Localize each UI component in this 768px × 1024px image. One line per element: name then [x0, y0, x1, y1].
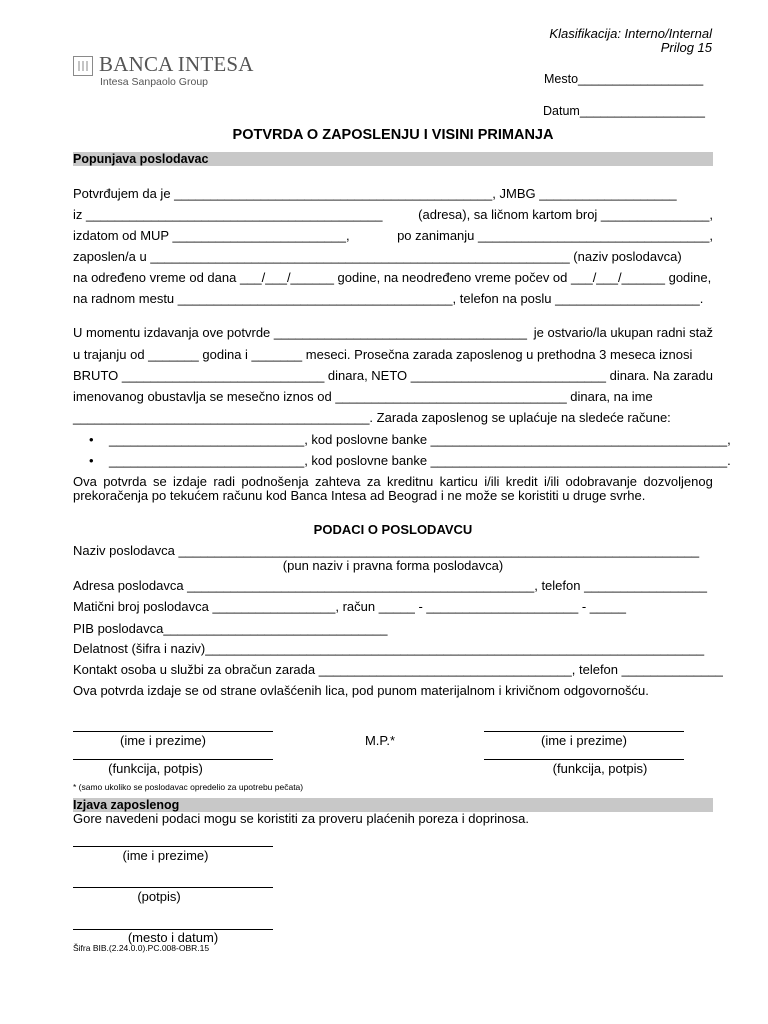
form-line-text: izdatom od MUP ________________________,: [73, 228, 350, 243]
employer-registration-line: Matični broj poslodavca _________________, račun _____ - _____________________ - _____: [73, 599, 626, 614]
form-line-text: U momentu izdavanja ove potvrde ___________________________________: [73, 325, 527, 340]
signature-line-right: [484, 731, 684, 732]
form-line-text: BRUTO ____________________________ dinara, NETO ___________________________ dinara. Na zaradu: [73, 368, 713, 383]
word: i/ili: [484, 474, 500, 489]
signature-line-left: [73, 731, 273, 732]
form-line-text: (adresa), sa ličnom kartom broj _______________,: [418, 207, 713, 222]
employer-data-heading: PODACI O POSLODAVCU: [313, 522, 473, 537]
word: kreditnu: [387, 474, 434, 489]
section-employer-heading: Popunjava poslodavac: [73, 152, 713, 166]
form-line: [73, 291, 713, 306]
form-line-text: u trajanju od _______ godina i _______ meseci. Prosečna zarada zaposlenog u prethodna 3 meseca iznosi: [73, 347, 693, 362]
employer-activity-line: Delatnost (šifra i naziv)_____________________________________________________________________: [73, 641, 705, 656]
word: potvrda: [103, 474, 147, 489]
attachment-label: Prilog 15: [660, 40, 712, 55]
left-function-label: (funkcija, potpis): [108, 761, 203, 776]
form-line: [73, 325, 713, 340]
employer-name-line: Naziv poslodavca ________________________________________________________________________: [73, 543, 700, 558]
left-name-label: (ime i prezime): [120, 733, 206, 748]
form-line-text: iz _________________________________________: [73, 207, 383, 222]
bank-logo-icon: [73, 56, 93, 76]
signature-line-right-2: [484, 759, 684, 760]
employer-name-hint: (pun naziv i pravna forma poslodavca): [282, 558, 504, 573]
form-line: [73, 228, 713, 243]
classification-label: Klasifikacija: Interno/Internal: [549, 26, 712, 41]
form-line: [73, 207, 713, 222]
form-code: Šifra BIB.(2.24.0.0).PC.008-OBR.15: [73, 943, 210, 953]
section-employee-heading: Izjava zaposlenog: [73, 798, 713, 812]
employee-name-line: [73, 846, 273, 847]
purpose-line: prekoračenja po tekućem računu kod Banca Intesa ad Beograd i ne može se koristiti u druge svrhe.: [73, 488, 646, 503]
form-line-text: po zanimanju ________________________________,: [397, 228, 713, 243]
employer-pib-line: PIB poslodavca_______________________________: [73, 621, 388, 636]
bank-account-line: • ___________________________, kod poslovne banke _________________________________________.: [73, 450, 713, 471]
bank-account-line: • ___________________________, kod poslovne banke _________________________________________,: [73, 429, 713, 450]
employee-signature-line: [73, 887, 273, 888]
employee-place-date-label: (mesto i datum): [127, 930, 219, 945]
right-function-label: (funkcija, potpis): [552, 761, 648, 776]
word: Ova: [73, 474, 97, 489]
date-field: Datum__________________: [543, 104, 705, 118]
employer-contact-line: Kontakt osoba u službi za obračun zarada ___________________________________, telefon ______________: [73, 662, 723, 677]
signature-line-left-2: [73, 759, 273, 760]
bank-logo-group: Intesa Sanpaolo Group: [100, 76, 208, 88]
form-line: [73, 186, 713, 201]
form-line-text: _________________________________________. Zarada zaposlenog se uplaćuje na sledeće račune:: [73, 410, 671, 425]
form-line-text: na radnom mestu ______________________________________, telefon na poslu ____________________.: [73, 291, 704, 306]
form-line-text: zaposlen/a u __________________________________________________________ (naziv poslodavca): [73, 249, 682, 264]
form-line: [73, 368, 713, 383]
purpose-line: [73, 474, 713, 489]
form-line: [73, 410, 713, 425]
employer-address-line: Adresa poslodavca ________________________________________________, telefon _________________: [73, 578, 707, 593]
word: podnošenja: [241, 474, 309, 489]
bank-accounts-list: [73, 429, 731, 471]
word: kredit: [505, 474, 538, 489]
form-line: [73, 249, 713, 264]
employee-name-label: (ime i prezime): [122, 848, 209, 863]
page-title: POTVRDA O ZAPOSLENJU I VISINI PRIMANJA: [232, 127, 554, 143]
word: izdaje: [173, 474, 207, 489]
word: odobravanje: [565, 474, 638, 489]
word: radi: [213, 474, 236, 489]
form-line-text: Potvrđujem da je ____________________________________________, JMBG ___________________: [73, 186, 677, 201]
form-line-text: je ostvario/la ukupan radni staž: [533, 325, 713, 340]
form-line-text: na određeno vreme od dana ___/___/______ godine, na neodređeno vreme počev od ___/___/______ godine,: [73, 270, 712, 285]
form-line: [73, 347, 713, 362]
form-line: [73, 389, 713, 404]
stamp-label: M.P.*: [364, 733, 396, 748]
place-field: Mesto__________________: [544, 72, 704, 86]
employee-statement: Gore navedeni podaci mogu se koristiti za proveru plaćenih poreza i doprinosa.: [73, 811, 529, 826]
liability-statement: Ova potvrda izdaje se od strane ovlašćenih lica, pod punom materijalnom i krivičnom odgovornošću.: [73, 683, 649, 698]
form-line: [73, 270, 713, 285]
bank-logo-name: BANCA INTESA: [99, 52, 254, 76]
form-line-text: imenovanog obustavlja se mesečno iznos od ________________________________ dinara, na ime: [73, 389, 653, 404]
word: se: [152, 474, 167, 489]
stamp-footnote: * (samo ukoliko se poslodavac opredelio za upotrebu pečata): [73, 782, 304, 792]
employee-signature-label: (potpis): [137, 889, 181, 904]
word: i/ili: [543, 474, 560, 489]
word: zahteva: [315, 474, 361, 489]
right-name-label: (ime i prezime): [541, 733, 627, 748]
word: karticu: [439, 474, 478, 489]
word: za: [366, 474, 381, 489]
word: dozvoljenog: [643, 474, 713, 489]
